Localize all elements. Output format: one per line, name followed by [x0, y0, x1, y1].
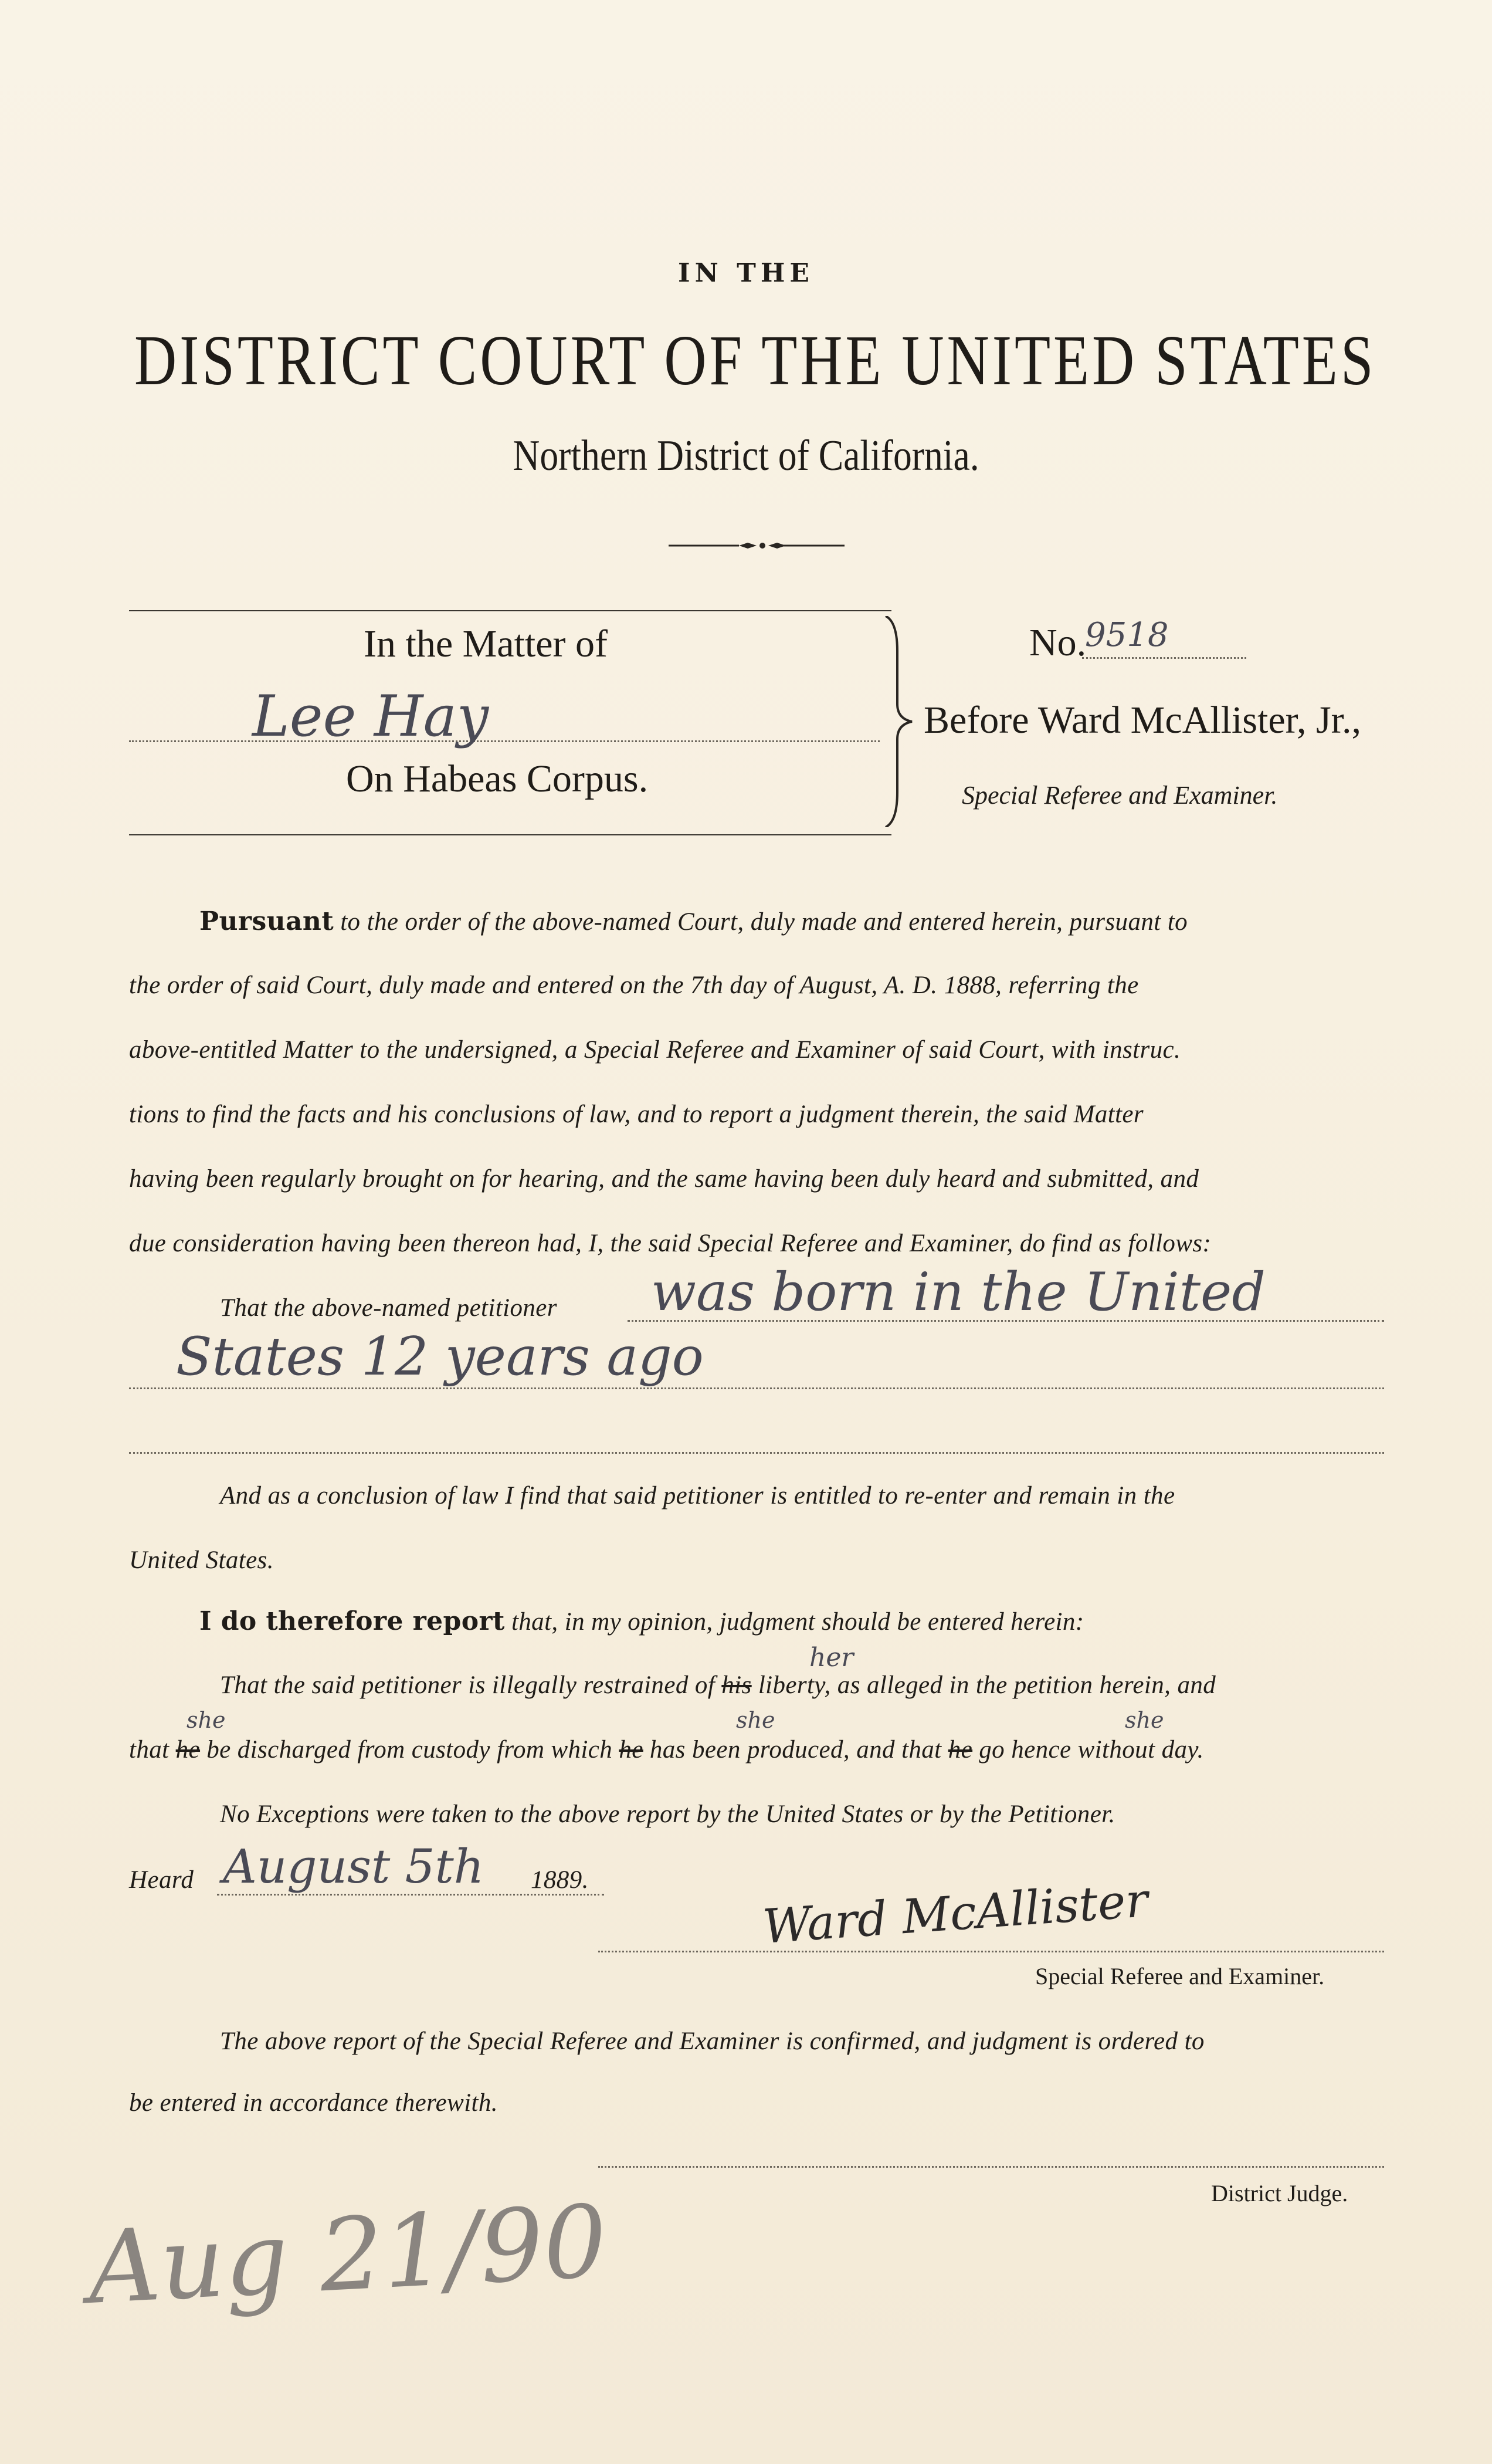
heard-date-handwriting: August 5th [223, 1839, 484, 1894]
ornament-divider [669, 537, 845, 554]
struck-he-3: he [948, 1736, 973, 1764]
struck-he-2: he [619, 1736, 643, 1764]
petitioner-name-line [129, 740, 880, 742]
paragraph-1-line-2: the order of said Court, duly made and entered on the 7th day of August, A. D. 1888, referring the [129, 972, 1139, 999]
referee-role: Special Referee and Examiner. [962, 781, 1278, 810]
struck-his: his [721, 1671, 752, 1699]
heard-label: Heard [129, 1866, 194, 1894]
district-name: Northern District of California. [513, 432, 979, 480]
report-rest: that, in my opinion, judgment should be entered herein: [511, 1608, 1084, 1636]
report-line [199, 1606, 1084, 1636]
conclusion-line-2: United States. [129, 1546, 274, 1574]
header-in-the: IN THE [678, 258, 814, 288]
finding-line-3 [129, 1452, 1384, 1454]
pencil-date: Aug 21/90 [85, 2183, 610, 2327]
caption-brace [880, 616, 915, 827]
paragraph-1-line-4: tions to find the facts and his conclusions of law, and to report a judgment therein, the said Matter [129, 1101, 1144, 1128]
judge-signature-line [598, 2166, 1384, 2168]
pursuant-lead: Pursuant [199, 906, 334, 936]
paragraph-1-line-5: having been regularly brought on for hearing, and the same having been duly heard and submitted, and [129, 1165, 1199, 1193]
restrained-1b: liberty, as alleged in the petition herein, and [758, 1671, 1216, 1699]
confirm-line-2: be entered in accordance therewith. [129, 2089, 498, 2117]
heard-year: 1889. [531, 1866, 589, 1894]
referee-signature: Ward McAllister [761, 1873, 1150, 1954]
signature-line [598, 1951, 1384, 1952]
finding-handwriting-2: States 12 years ago [176, 1326, 704, 1387]
p1-line-1-text: to the order of the above-named Court, duly made and entered herein, pursuant to [340, 908, 1188, 936]
signature-role: Special Referee and Examiner. [1035, 1963, 1325, 1989]
restrained-1a: That the said petitioner is illegally restrained of [220, 1671, 716, 1699]
insert-she-2: she [736, 1707, 775, 1733]
court-title: DISTRICT COURT OF THE UNITED STATES [134, 321, 1376, 400]
case-number-label: No. [1029, 621, 1087, 664]
paragraph-1-line-1 [199, 906, 1188, 936]
paragraph-1-line-3: above-entitled Matter to the undersigned, a Special Referee and Examiner of said Court, with instruc. [129, 1036, 1181, 1064]
conclusion-line-1: And as a conclusion of law I find that said petitioner is entitled to re-enter and remain in the [220, 1482, 1175, 1509]
exceptions-line: No Exceptions were taken to the above report by the United States or by the Petitioner. [220, 1800, 1115, 1828]
insert-she-3: she [1125, 1707, 1164, 1733]
case-number-line [1082, 657, 1246, 659]
case-number: 9518 [1085, 616, 1169, 654]
finding-handwriting-1: was born in the United [651, 1261, 1266, 1323]
on-habeas-corpus: On Habeas Corpus. [346, 757, 649, 800]
restrained-2b: be discharged from custody from which [206, 1736, 613, 1764]
insert-she-1: she [186, 1707, 226, 1733]
district-judge-role: District Judge. [1211, 2180, 1348, 2206]
finding-label: That the above-named petitioner [220, 1294, 557, 1322]
restrained-2a: that [129, 1736, 169, 1764]
confirm-line-1: The above report of the Special Referee and Examiner is confirmed, and judgment is ordered to [220, 2028, 1205, 2055]
in-the-matter-of: In the Matter of [364, 622, 608, 665]
restrained-line-2 [129, 1735, 1204, 1764]
report-lead: I do therefore report [199, 1606, 505, 1636]
struck-he-1: he [175, 1736, 201, 1764]
petitioner-name: Lee Hay [252, 683, 489, 749]
restrained-2d: go hence without day. [979, 1736, 1204, 1764]
restrained-2c: has been produced, and that [649, 1736, 942, 1764]
insert-her: her [809, 1643, 854, 1673]
paragraph-1-line-6: due consideration having been thereon had, I, the said Special Referee and Examiner, do find as follows: [129, 1230, 1212, 1257]
restrained-line-1 [220, 1671, 1216, 1700]
finding-line-2 [129, 1387, 1384, 1389]
before-referee: Before Ward McAllister, Jr., [924, 699, 1361, 742]
